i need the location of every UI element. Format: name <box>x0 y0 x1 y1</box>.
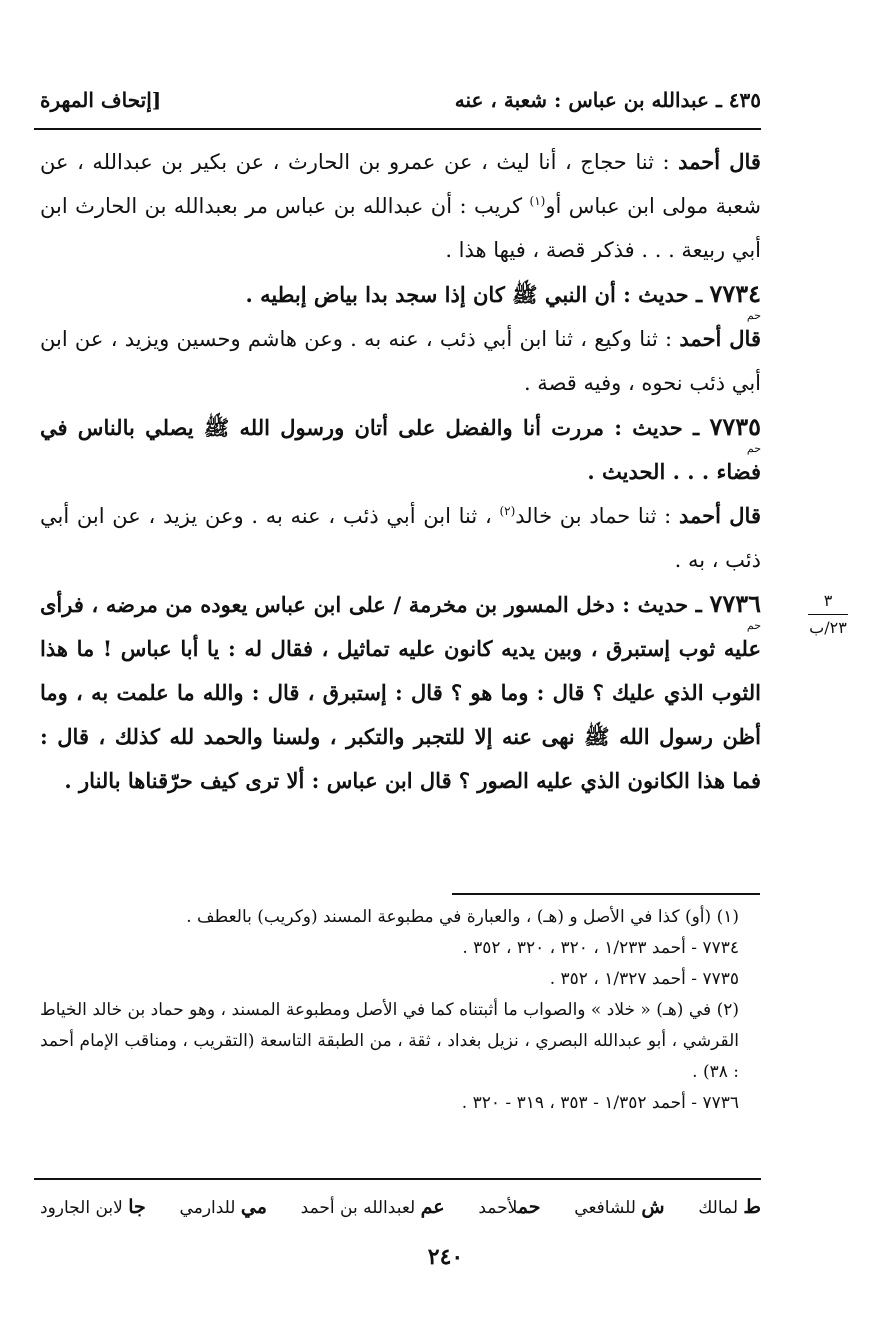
hadith-7735: ٧٧٣٥ ـ حديث : مررت أنا والفضل على أتان ورسول الله ﷺ يصلي بالناس في فضاء . . . الحديث . حم <box>40 412 761 484</box>
chain-paragraph-3: قال أحمد : ثنا حماد بن خالد$^{(٢)}$ ، ثنا ابن أبي ذئب ، عنه به . وعن يزيد ، عن ابن أبي ذئب ، به . <box>40 503 761 572</box>
footnote-2: (٢) في (هـ) « خلاد » والصواب ما أثبتناه كما في الأصل ومطبوعة المسند ، وهو حماد بن خالد الخياط القرشي ، أبو عبدالله البصري ، نزيل بغداد ، ثقة ، من الطبقة التاسعة (التقريب ، ومناقب الإمام أحمد : ٣٨) . <box>40 1000 739 1082</box>
legend-item-ahmad: حملأحمد <box>478 1196 541 1218</box>
legend-item-abdullah: عم لعبدالله بن أحمد <box>300 1196 445 1218</box>
salutation-glyph: ﷺ <box>584 724 610 749</box>
source-reference-7735: ٧٧٣٥ - أحمد ١/٣٢٧ ، ٣٥٢ . <box>549 969 739 989</box>
legend-item-shafii: ش للشافعي <box>574 1196 665 1218</box>
header-chapter-title: ٤٣٥ ـ عبدالله بن عباس : شعبة ، عنه <box>454 88 761 112</box>
footnotes <box>40 902 761 1119</box>
hadith-7736: ٧٧٣٦ ـ حديث : دخل المسور بن مخرمة / على ابن عباس يعوده من مرضه ، فرأى عليه ثوب إستبرق ، وبين يديه كانون عليه تماثيل ، فقال له : يا أبا عباس ! ما هذا الثوب الذي عليك ؟ قال : وما هو ؟ قال : إستبرق ، قال : والله ما علمت به ، وما أظن رسول الله ﷺ نهى عنه إلا للتجبر والتكبر ، ولسنا والحمد لله كذلك ، قال : فما هذا الكانون الذي عليه الصور ؟ قال ابن عباس : ألا ترى كيف حرّقناها بالنار . حم <box>40 589 762 793</box>
legend-item-darimi: مي للدارمي <box>179 1196 267 1218</box>
source-mark-hm: حم <box>746 309 761 322</box>
source-mark-hm: حم <box>746 619 761 632</box>
hadith-7734: ٧٧٣٤ ـ حديث : أن النبي ﷺ كان إذا سجد بدا بياض إبطيه . حم <box>245 279 761 322</box>
narrator-label: قال أحمد <box>678 149 761 174</box>
chain-paragraph-2: قال أحمد : ثنا وكيع ، ثنا ابن أبي ذئب ، عنه به . وعن هاشم وحسين ويزيد ، عن ابن أبي ذئب نحوه ، وفيه قصة . <box>40 326 761 395</box>
legend-rule <box>34 1178 761 1180</box>
source-reference-7734: ٧٧٣٤ - أحمد ١/٢٣٣ ، ٣٢٠ ، ٣٢٠ ، ٣٥٢ . <box>462 938 739 958</box>
footnote-1: (١) (أو) كذا في الأصل و (هـ) ، والعبارة في مطبوعة المسند (وكريب) بالعطف . <box>186 907 739 927</box>
hadith-number: ٧٧٣٥ <box>709 412 761 441</box>
running-header <box>40 82 761 118</box>
margin-folio: ٢٣/ب <box>809 618 847 637</box>
legend-item-ibn-jarud: جا لابن الجارود <box>40 1196 146 1218</box>
footnote-separator <box>452 893 760 895</box>
main-text <box>40 140 761 803</box>
margin-rule <box>808 614 848 615</box>
source-reference-7736: ٧٧٣٦ - أحمد ١/٣٥٢ - ٣٥٣ ، ٣١٩ - ٣٢٠ . <box>461 1093 739 1113</box>
chain-paragraph-1: قال أحمد : ثنا حجاج ، أنا ليث ، عن عمرو بن الحارث ، عن بكير بن عبدالله ، عن شعبة مولى ابن عباس أو$^{(١)}$ كريب : أن عبدالله بن عباس مر بعبدالله بن الحارث ابن أبي ربيعة . . . فذكر قصة ، فيها هذا . <box>40 149 761 262</box>
header-rule <box>34 128 761 130</box>
footnote-ref-1[interactable]: (١) <box>529 194 546 208</box>
salutation-glyph: ﷺ <box>203 415 230 440</box>
margin-number: ٣ <box>823 591 833 610</box>
narrator-label: قال أحمد <box>678 503 761 528</box>
source-mark-hm: حم <box>746 442 761 455</box>
abbreviation-legend <box>40 1190 761 1224</box>
hadith-number: ٧٧٣٦ <box>709 589 762 618</box>
hadith-number: ٧٧٣٤ <box>709 279 761 308</box>
narrator-label: قال أحمد <box>679 326 761 351</box>
footnote-ref-2[interactable]: (٢) <box>499 504 516 518</box>
header-book-title: [إتحاف المهرة <box>40 88 162 112</box>
margin-folio-note <box>800 590 856 639</box>
legend-item-malik: ط لمالك <box>698 1196 761 1218</box>
salutation-glyph: ﷺ <box>512 282 538 307</box>
page-number: ٢٤٠ <box>427 1244 464 1270</box>
